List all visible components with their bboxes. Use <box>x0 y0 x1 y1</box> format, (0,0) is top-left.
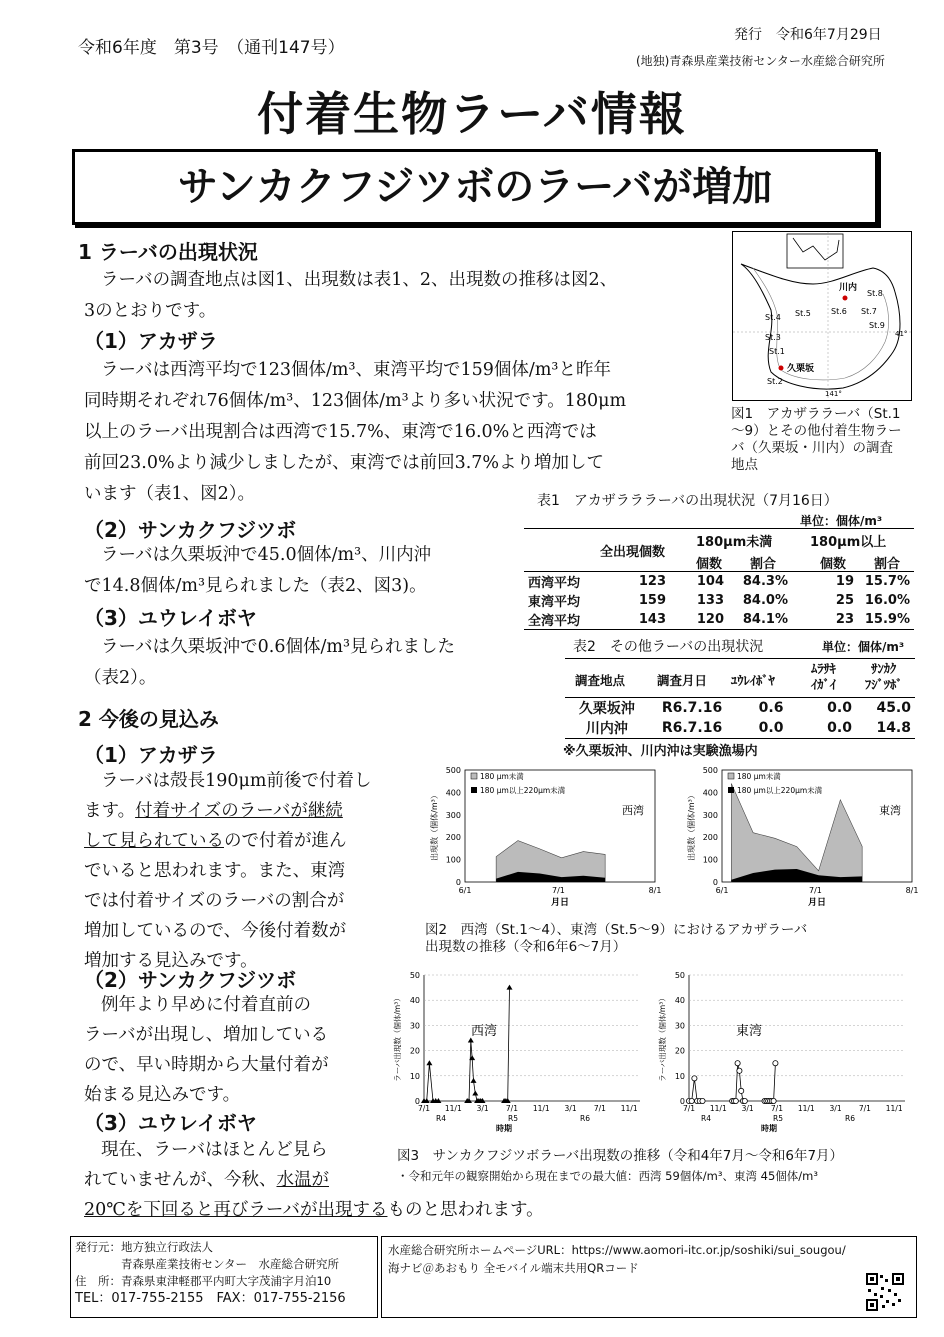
issue-date: 発行 令和6年7月29日 <box>734 27 882 43</box>
data-point <box>507 985 513 990</box>
map-label-st9: St.9 <box>869 321 885 330</box>
y-tick-label: 0 <box>679 1097 685 1106</box>
y-tick-label: 40 <box>674 996 685 1006</box>
map-label-kawauchi: 川内 <box>839 283 858 293</box>
map-label-st5: St.5 <box>795 309 811 318</box>
table2 <box>565 658 915 739</box>
bay-map-graphic <box>733 232 911 400</box>
table-row: 東湾平均 159 133 84.0% 25 16.0% <box>528 593 910 610</box>
y-axis-label: 出現数（個体/m³） <box>430 791 439 861</box>
data-point <box>692 1076 697 1081</box>
y-tick-label: 0 <box>414 1097 420 1106</box>
x-tick-label: 11/1 <box>797 1104 815 1113</box>
table2-unit: 単位：個体/m³ <box>822 640 905 654</box>
y-tick-label: 40 <box>409 996 420 1006</box>
data-point <box>742 1098 747 1103</box>
y-tick-label: 50 <box>674 971 685 980</box>
table1-body <box>524 572 914 629</box>
chart-title: 西湾 <box>470 1024 498 1039</box>
data-point <box>739 1088 744 1093</box>
x-tick-label: 7/1 <box>858 1104 871 1113</box>
table-row: 西湾平均 123 104 84.3% 19 15.7% <box>528 574 910 591</box>
y-tick-label: 20 <box>674 1046 685 1056</box>
table2-header: 調査地点 調査月日 ﾕｳﾚｲﾎﾞﾔ ﾑﾗｻｷ ｲｶﾞｲ ｻﾝｶｸ ﾌｼﾞﾂﾎﾞ <box>565 659 915 698</box>
outlook-yurei-heading: （3）ユウレイボヤ <box>84 1111 257 1135</box>
map-label-lat: 41° <box>895 330 908 338</box>
x-axis-label: 月日 <box>807 898 827 908</box>
map-label-st3: St.3 <box>765 333 781 342</box>
akazara-text: ラーバは西湾平均で123個体/m³、東湾平均で159個体/m³と昨年 同時期それぞれ76個体/m³、123個体/m³より多い状況です。180μm 以上のラーバ出現割合は西湾で15.7%、東湾で16.0%と西湾では 前回23.0%より減少しましたが、東湾では前回3.7%より増加して います（表1、図2）。 <box>84 360 627 504</box>
chart-title: 西湾 <box>622 804 644 817</box>
y-tick-label: 500 <box>445 766 461 775</box>
subtitle-box: サンカクフジツボのラーバが増加 <box>72 149 878 225</box>
y-axis-label: ラーバ出現数（個体/m³） <box>393 994 402 1082</box>
fig3-note: ・令和元年の観察開始から現在までの最大値：西湾 59個体/m³、東湾 45個体/m³ <box>397 1169 818 1183</box>
x-axis-label: 時期 <box>496 1124 512 1133</box>
x-tick-label: 7/1 <box>417 1104 431 1113</box>
x-tick-label: 3/1 <box>829 1104 842 1113</box>
x-tick-label: 8/1 <box>905 886 919 895</box>
sankaku-text: ラーバは久栗坂沖で45.0個体/m³、川内沖 で14.8個体/m³見られました（表2、図3)。 <box>84 545 432 596</box>
x-axis-label: 月日 <box>550 898 570 908</box>
data-point <box>737 1068 742 1073</box>
y-tick-label: 20 <box>409 1046 420 1056</box>
year-label: R6 <box>580 1114 590 1123</box>
x-tick-label: 3/1 <box>741 1104 754 1113</box>
table-row: 久栗坂沖 R6.7.16 0.6 0.0 45.0 <box>578 700 911 717</box>
x-tick-label: 6/1 <box>458 886 472 895</box>
year-label: R4 <box>701 1114 711 1123</box>
map-label-st7: St.7 <box>861 307 877 316</box>
table2-note: ※久栗坂沖、川内沖は実験漁場内 <box>563 744 758 759</box>
y-tick-label: 10 <box>674 1071 685 1081</box>
data-point <box>472 1090 478 1095</box>
x-tick-label: 7/1 <box>505 1104 518 1113</box>
series-line <box>689 1078 703 1101</box>
legend-swatch-over180 <box>471 787 477 793</box>
map-label-st2: St.2 <box>767 377 783 386</box>
map-label-st4: St.4 <box>765 313 781 322</box>
table1 <box>524 528 914 630</box>
data-point <box>689 1098 694 1103</box>
survey-map <box>732 231 912 401</box>
outlook-sankaku-text: 例年より早めに付着直前の ラーバが出現し、増加している ので、早い時期から大量付着が 始まる見込みです。 <box>84 995 329 1105</box>
y-tick-label: 200 <box>445 833 461 843</box>
legend-label-under180: 180 μm未満 <box>480 772 524 781</box>
x-tick-label: 11/1 <box>885 1104 903 1113</box>
outlook-akazara-heading: （1）アカザラ <box>84 743 218 767</box>
series-line <box>424 1063 438 1101</box>
map-label-kuguri: 久栗坂 <box>787 364 815 374</box>
x-tick-label: 7/1 <box>682 1104 696 1113</box>
map-label-st8: St.8 <box>867 289 883 298</box>
data-point <box>773 1061 778 1066</box>
data-point <box>733 1098 738 1103</box>
map-label-lon: 141° <box>825 390 842 398</box>
map-label-st6: St.6 <box>831 307 847 316</box>
y-axis-label: ラーバ出現数（個体/m³） <box>658 994 667 1082</box>
chart-title: 東湾 <box>735 1024 763 1039</box>
issue-number: 令和6年度 第3号 （通刊147号） <box>78 38 345 58</box>
section1-intro: ラーバの調査地点は図1、出現数は表1、2、出現数の推移は図2、 3のとおりです。 <box>84 270 618 321</box>
series-line <box>504 988 509 1101</box>
footer-right-box: 水産総合研究所ホームページURL：https://www.aomori-itc.or.jp/soshiki/sui_sougou/ 海ナビ＠あおもり 全モバイル端末共用QRコード <box>381 1236 917 1318</box>
x-tick-label: 11/1 <box>444 1104 462 1113</box>
yurei-text: ラーバは久栗坂沖で0.6個体/m³見られました （表2）。 <box>84 637 455 688</box>
table-row: 全湾平均 143 120 84.1% 23 15.9% <box>528 612 910 629</box>
fig2-east-chart <box>682 760 922 915</box>
table1-unit: 単位：個体/m³ <box>800 514 883 528</box>
publisher: (地独)青森県産業技術センター水産総合研究所 <box>636 54 885 68</box>
x-tick-label: 7/1 <box>809 886 822 895</box>
y-tick-label: 400 <box>445 788 461 798</box>
y-tick-label: 30 <box>409 1021 420 1031</box>
x-tick-label: 3/1 <box>476 1104 489 1113</box>
legend-swatch-under180 <box>728 773 734 779</box>
data-point <box>471 1078 477 1083</box>
data-point <box>700 1098 705 1103</box>
fig3-caption: 図3 サンカクフジツボラーバ出現数の推移（令和4年7月～令和6年7月） <box>397 1148 844 1164</box>
page-title: 付着生物ラーバ情報 <box>257 87 687 141</box>
y-tick-label: 500 <box>702 766 718 775</box>
y-axis-label: 出現数（個体/m³） <box>687 791 696 861</box>
x-axis-label: 時期 <box>761 1124 777 1133</box>
legend-label-over180: 180 μm以上220μm未満 <box>480 786 566 795</box>
y-tick-label: 0 <box>712 878 718 887</box>
table1-caption: 表1 アカザラララーバの出現状況（7月16日） <box>537 493 838 509</box>
legend-label-over180: 180 μm以上220μm未満 <box>737 786 823 795</box>
x-tick-label: 3/1 <box>564 1104 577 1113</box>
year-label: R5 <box>508 1114 518 1123</box>
y-tick-label: 0 <box>455 878 461 887</box>
legend-label-under180: 180 μm未満 <box>737 772 781 781</box>
table1-header: 全出現個数 180μm未満 180μm以上 個数 割合 個数 割合 <box>524 529 914 572</box>
series-line <box>765 1063 776 1101</box>
y-tick-label: 400 <box>702 788 718 798</box>
y-tick-label: 10 <box>409 1071 420 1081</box>
sankaku-heading: （2）サンカクフジツボ <box>84 518 297 542</box>
homepage-url[interactable]: 水産総合研究所ホームページURL：https://www.aomori-itc.or.jp/soshiki/sui_sougou/ <box>388 1243 846 1257</box>
y-tick-label: 300 <box>702 810 718 820</box>
qr-code-icon[interactable] <box>866 1273 904 1311</box>
data-point <box>771 1098 776 1103</box>
x-tick-label: 11/1 <box>709 1104 727 1113</box>
fig3-west-chart <box>390 965 648 1143</box>
legend-swatch-under180 <box>471 773 477 779</box>
x-tick-label: 7/1 <box>770 1104 783 1113</box>
outlook-yurei-text: 現在、ラーバはほとんど見ら れていませんが、今秋、水温が 20℃を下回ると再びラーバが出現するものと思われます。 <box>84 1140 544 1220</box>
data-point <box>735 1061 740 1066</box>
section2-heading: 2 今後の見込み <box>78 707 219 731</box>
y-tick-label: 300 <box>445 810 461 820</box>
x-tick-label: 7/1 <box>593 1104 606 1113</box>
table-row: 川内沖 R6.7.16 0.0 0.0 14.8 <box>585 720 911 737</box>
y-tick-label: 100 <box>702 855 718 865</box>
footer-left-box: 発行元：地方独立行政法人 青森県産業技術センター 水産総合研究所 住 所：青森県東津軽郡平内町大字茂浦字月泊10 TEL：017-755-2155 FAX：017-755-2156 <box>70 1236 378 1318</box>
x-tick-label: 6/1 <box>715 886 729 895</box>
x-tick-label: 7/1 <box>552 886 565 895</box>
map-label-st1: St.1 <box>769 347 785 356</box>
fig2-caption: 図2 西湾（St.1～4）、東湾（St.5～9）におけるアカザラーバ 出現数の推移（令和6年6～7月） <box>425 922 808 955</box>
year-label: R6 <box>845 1114 855 1123</box>
fig2-west-chart <box>425 760 665 915</box>
x-tick-label: 8/1 <box>648 886 662 895</box>
chart-title: 東湾 <box>879 804 901 817</box>
table2-body <box>565 698 915 738</box>
y-tick-label: 100 <box>445 855 461 865</box>
data-point <box>426 1060 432 1065</box>
year-label: R4 <box>436 1114 446 1123</box>
fig1-caption: 図1 アカザララーバ（St.1 ～9）とその他付着生物ラー バ（久栗坂・川内）の調査 地点 <box>731 406 902 473</box>
y-tick-label: 50 <box>409 971 420 980</box>
y-tick-label: 30 <box>674 1021 685 1031</box>
x-tick-label: 11/1 <box>532 1104 550 1113</box>
akazara-heading: （1）アカザラ <box>84 329 218 353</box>
outlook-sankaku-heading: （2）サンカクフジツボ <box>84 968 297 992</box>
table2-caption: 表2 その他ラーバの出現状況 <box>573 639 764 655</box>
section1-heading: 1 ラーバの出現状況 <box>78 240 258 264</box>
y-tick-label: 200 <box>702 833 718 843</box>
legend-swatch-over180 <box>728 787 734 793</box>
x-tick-label: 11/1 <box>620 1104 638 1113</box>
outlook-akazara-text: ラーバは殻長190μm前後で付着し ます。付着サイズのラーバが継続 して見られているので付着が進ん でいると思われます。また、東湾 では付着サイズのラーバの割合が 増加しているので、今後付着数が 増加する見込みです。 <box>84 771 372 971</box>
yurei-heading: （3）ユウレイボヤ <box>84 606 257 630</box>
fig3-east-chart <box>655 965 913 1143</box>
year-label: R5 <box>773 1114 783 1123</box>
